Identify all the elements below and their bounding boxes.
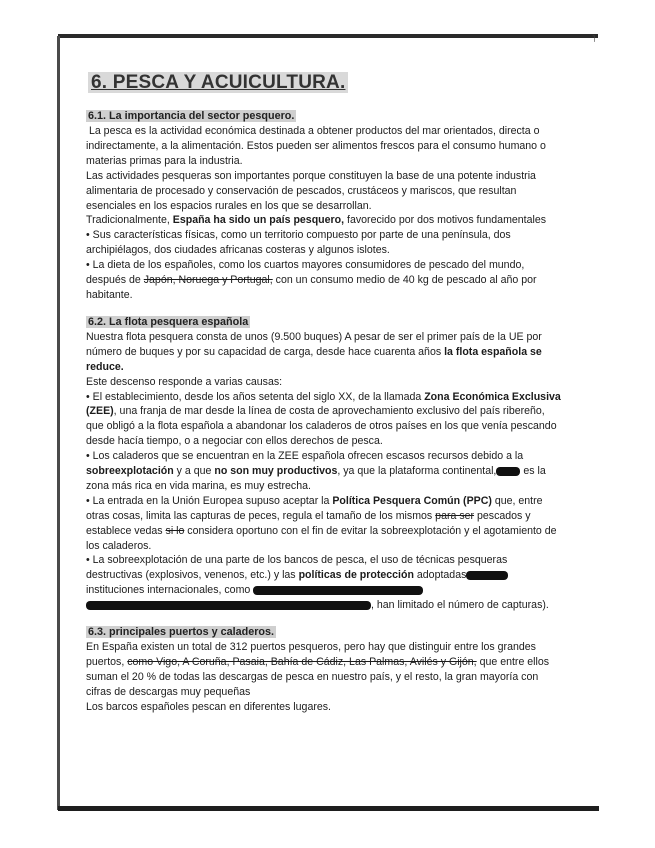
paragraph: Los barcos españoles pescan en diferentes lugares. bbox=[86, 700, 331, 713]
paragraph: Las actividades pesqueras son importantes porque constituyen la base de una potente industria alimentaria de procesado y conservación de pescados, crustáceos y mariscos, que resultan esenciales en los espacios rurales en los que se desarrollan. bbox=[86, 169, 536, 212]
section-heading: 6.1. La importancia del sector pesquero. bbox=[88, 110, 295, 122]
section-heading: 6.2. La flota pesquera española bbox=[88, 315, 249, 328]
scan-edge-left bbox=[57, 36, 60, 810]
redaction-mark bbox=[253, 586, 423, 595]
bullet-item: • La sobreexplotación de una parte de los bancos de pesca, el uso de técnicas pesqueras destructivas (explosivos, venenos, etc.) y las políticas de protección adoptadas instituciones internacionales, como , han limitado el número de capturas). bbox=[86, 554, 549, 612]
bullet-item: • La dieta de los españoles, como los cuartos mayores consumidores de pescado del mundo, después de Japón, Noruega y Portugal, con un consumo medio de 40 kg de pescado al año por habitante. bbox=[86, 259, 537, 301]
corner-mark: ˥ bbox=[592, 34, 596, 44]
page-title: 6. PESCA Y ACUICULTURA. bbox=[88, 72, 564, 94]
paragraph: Tradicionalmente, España ha sido un país pesquero, favorecido por dos motivos fundamentales bbox=[86, 214, 547, 227]
scan-edge-top bbox=[58, 34, 598, 38]
paragraph: En España existen un total de 312 puertos pesqueros, pero hay que distinguir entre los grandes puertos, como Vigo, A Coruña, Pasaia, Bahía de Cádiz, Las Palmas, Avilés y Gijón, que entre ellos suman el 20 % de todas las descargas de pesca en nuestro país, y el resto, la gran mayoría con cifras de descargas muy pequeñas bbox=[86, 641, 550, 698]
document-page bbox=[86, 72, 564, 728]
section-fleet bbox=[86, 316, 564, 613]
paragraph: Este descenso responde a varias causas: bbox=[86, 375, 283, 388]
bullet-item: • Sus características físicas, como un territorio compuesto por parte de una península, dos archipiélagos, dos ciudades africanas costeras y algunos islotes. bbox=[86, 229, 511, 257]
section-ports bbox=[86, 626, 564, 715]
redaction-mark bbox=[86, 601, 371, 610]
scan-edge-bottom bbox=[58, 806, 599, 811]
bullet-item: • La entrada en la Unión Europea supuso aceptar la Política Pesquera Común (PPC) que, entre otras cosas, limita las capturas de peces, regula el tamaño de los mismos para ser pescados y establece vedas si lo considera oportuno con el fin de evitar la sobreexplotación y el agotamiento de los caladeros. bbox=[86, 494, 557, 552]
redaction-mark bbox=[496, 467, 520, 476]
bullet-item: • El establecimiento, desde los años setenta del siglo XX, de la llamada Zona Económica Exclusiva (ZEE), una franja de mar desde la línea de costa de aprovechamiento exclusivo del país ribereño, que obligó a la flota española a abandonar los caladeros de otros países en los que venía pescando desde hacía tiempo, o a negociar con ellos derechos de pesca. bbox=[86, 390, 561, 448]
paragraph: La pesca es la actividad económica destinada a obtener productos del mar orientados, directa o indirectamente, a la alimentación. Estos pueden ser alimentos frescos para el consumo humano o materias primas para la industria. bbox=[86, 125, 546, 167]
redaction-mark bbox=[466, 571, 508, 580]
bullet-item: • Los caladeros que se encuentran en la ZEE española ofrecen escasos recursos debido a la sobreexplotación y a que no son muy productivos, ya que la plataforma continental, es la zona más rica en vida marina, es muy estrecha. bbox=[86, 450, 546, 492]
section-heading: 6.3. principales puertos y caladeros. bbox=[88, 626, 275, 639]
section-importance bbox=[86, 110, 564, 303]
paragraph: Nuestra flota pesquera consta de unos (9.500 buques) A pesar de ser el primer país de la UE por número de buques y por su capacidad de carga, desde hace cuarenta años la flota española se reduce. bbox=[86, 330, 542, 373]
